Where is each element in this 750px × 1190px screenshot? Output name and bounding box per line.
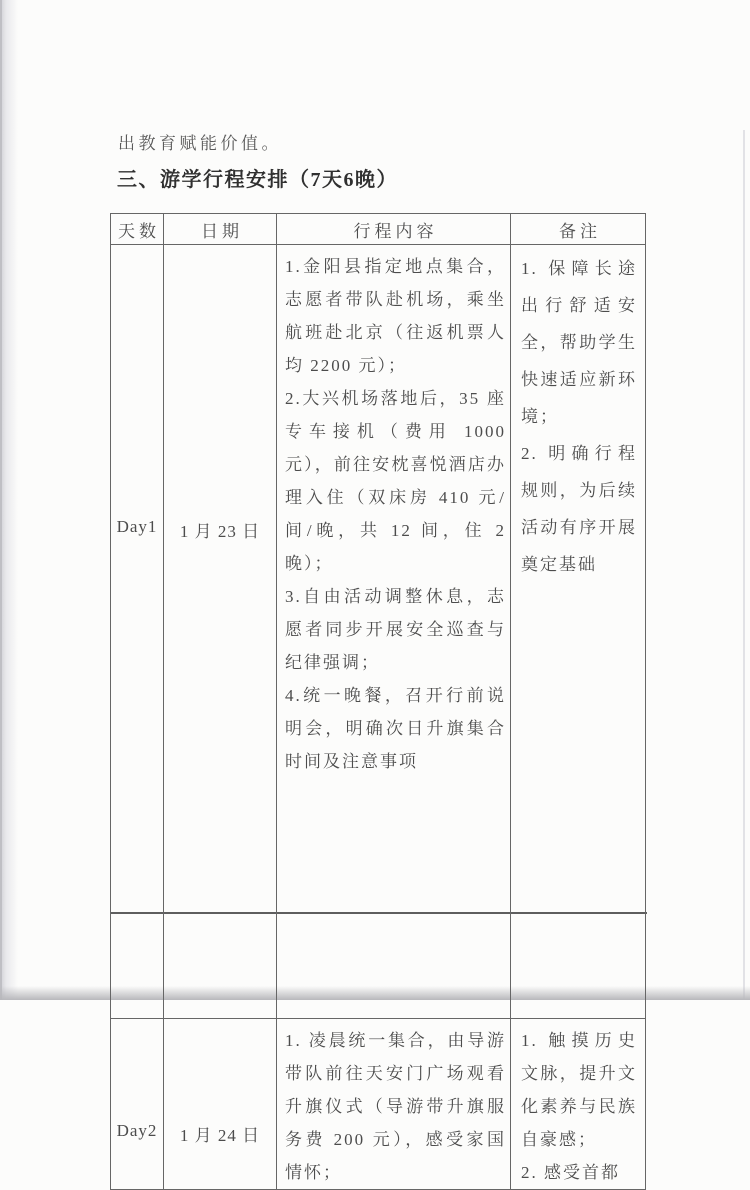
day1-itinerary-cell (277, 245, 511, 1019)
day1-itinerary-item: 1.金阳县指定地点集合，志愿者带队赴机场，乘坐航班赴北京（往返机票人均 2200 元）； (285, 257, 506, 375)
day2-itinerary-item: 1. 凌晨统一集合，由导游带队前往天安门广场观看升旗仪式（导游带升旗服务费 200 元），感受家国情怀； (285, 1031, 506, 1182)
scan-right-edge-line (743, 130, 745, 1000)
column-header-itinerary: 行程内容 (277, 214, 511, 245)
day1-itinerary-item: 3.自由活动调整休息，志愿者同步开展安全巡查与纪律强调； (285, 587, 506, 672)
day2-note-item: 1. 触摸历史文脉，提升文化素养与民族自豪感； (521, 1031, 637, 1149)
day1-itinerary-item: 2.大兴机场落地后，35 座专车接机（费用 1000 元），前往安枕喜悦酒店办理入住（双床房 410 元/间/晚，共 12 间，住 2 晚）； (285, 389, 506, 573)
section-heading: 三、游学行程安排（7天6晚） (117, 169, 398, 191)
scan-left-shadow (0, 0, 18, 1000)
day2-label-cell: Day2 (111, 1019, 164, 1190)
day1-label-cell: Day1 (111, 245, 164, 1019)
day1-date-cell: 1 月 23 日 (164, 245, 277, 1019)
day2-date-cell: 1 月 24 日 (164, 1019, 277, 1190)
day1-itinerary-item: 4.统一晚餐，召开行前说明会，明确次日升旗集合时间及注意事项 (285, 686, 506, 771)
day1-note-item: 1. 保障长途出行舒适安全，帮助学生快速适应新环境； (521, 259, 637, 426)
itinerary-table (110, 213, 646, 1190)
table-row-day2 (111, 1019, 646, 1190)
day1-notes-cell (511, 245, 646, 1019)
column-header-days: 天数 (111, 214, 164, 245)
scan-left-edge-line (0, 0, 2, 1000)
day1-note-item: 2. 明确行程规则，为后续活动有序开展奠定基础 (521, 444, 637, 574)
itinerary-table-container (110, 213, 647, 1182)
table-row-day1 (111, 245, 646, 1019)
day2-note-item: 2. 感受首都 (521, 1163, 620, 1182)
table-header-row (111, 214, 646, 245)
column-header-notes: 备注 (511, 214, 646, 245)
column-header-date: 日期 (164, 214, 277, 245)
day2-itinerary-cell (277, 1019, 511, 1190)
paragraph-continuation-text: 出教育赋能价值。 (118, 134, 282, 153)
day2-notes-cell (511, 1019, 646, 1190)
